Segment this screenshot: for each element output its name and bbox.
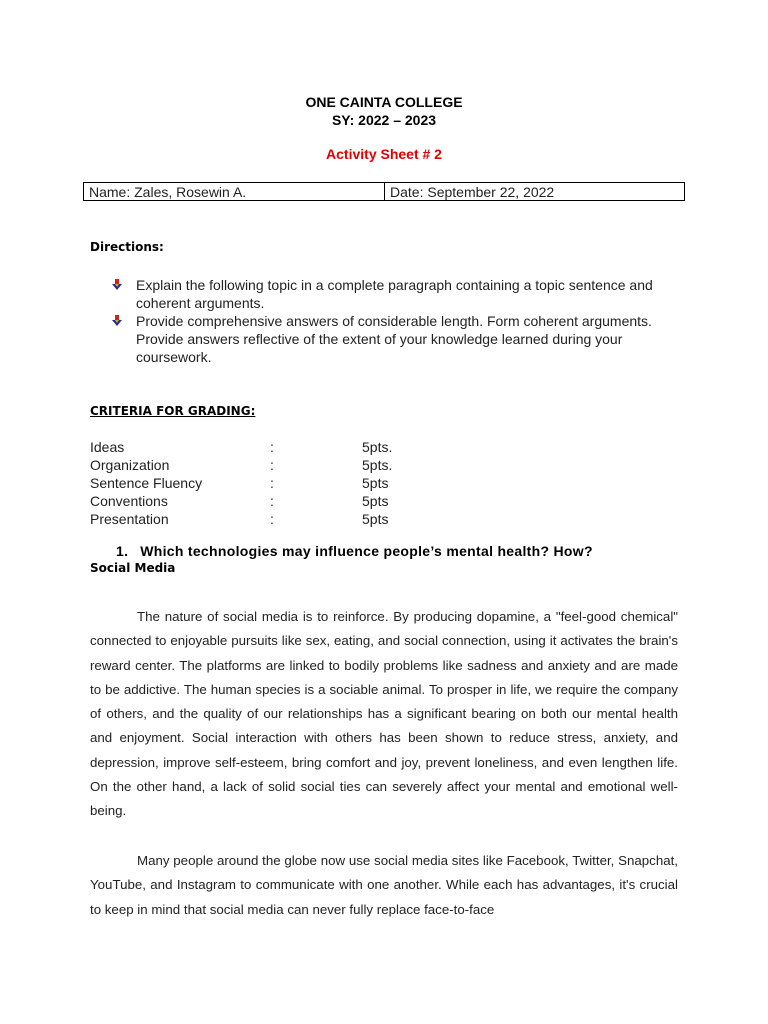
arrow-down-bullet-icon <box>112 276 136 312</box>
arrow-down-bullet-icon <box>112 312 136 366</box>
criteria-row <box>90 438 442 456</box>
criteria-name: Presentation <box>90 511 169 527</box>
school-name: ONE CAINTA COLLEGE <box>305 94 463 110</box>
activity-title: Activity Sheet # 2 <box>326 146 442 162</box>
direction-text: Provide comprehensive answers of considerable length. Form coherent arguments. Provide answers reflective of the extent of your knowledge learned during your coursework. <box>136 313 652 365</box>
student-name: Name: Zales, Rosewin A. <box>84 183 385 200</box>
criteria-colon: : <box>270 457 274 473</box>
criteria-row <box>90 492 442 510</box>
question-heading <box>116 543 593 559</box>
criteria-list <box>90 438 442 528</box>
criteria-points: 5pts <box>362 493 389 509</box>
criteria-points: 5pts <box>362 511 389 527</box>
directions-list <box>112 276 672 366</box>
criteria-colon: : <box>270 475 274 491</box>
body-paragraph: The nature of social media is to reinforce. By producing dopamine, a "feel-good chemical" connected to enjoyable pursuits like sex, eating, and social connection, using it activates the brain's reward center. The platforms are linked to bodily problems like sadness and anxiety and are made to be addictive. The human species is a sociable animal. To prosper in life, we require the company of others, and the quality of our relationships has a significant bearing on both our mental health and enjoyment. Social interaction with others has been shown to reduce stress, anxiety, and depression, improve self-esteem, bring comfort and joy, prevent loneliness, and even lengthen life. On the other hand, a lack of solid social ties can severely affect your mental and emotional well-being. <box>90 609 678 819</box>
criteria-colon: : <box>270 511 274 527</box>
list-item <box>112 276 672 312</box>
direction-text: Explain the following topic in a complete paragraph containing a topic sentence and coherent arguments. <box>136 277 653 311</box>
criteria-colon: : <box>270 493 274 509</box>
question-number: 1. <box>116 543 129 559</box>
criteria-colon: : <box>270 439 274 455</box>
question-text: Which technologies may influence people’s mental health? How? <box>140 543 593 559</box>
criteria-row <box>90 474 442 492</box>
criteria-name: Sentence Fluency <box>90 475 203 491</box>
criteria-row <box>90 510 442 528</box>
directions-heading: Directions: <box>90 240 164 254</box>
school-year: SY: 2022 – 2023 <box>331 112 437 128</box>
section-heading: Social Media <box>90 561 176 575</box>
criteria-name: Ideas <box>90 439 125 455</box>
criteria-row <box>90 456 442 474</box>
criteria-points: 5pts <box>362 475 389 491</box>
criteria-points: 5pts. <box>362 439 393 455</box>
criteria-name: Conventions <box>90 493 168 509</box>
list-item <box>112 312 672 366</box>
criteria-name: Organization <box>90 457 170 473</box>
student-info-table <box>83 182 685 201</box>
submission-date: Date: September 22, 2022 <box>390 184 555 200</box>
criteria-heading: CRITERIA FOR GRADING: <box>90 404 256 418</box>
criteria-points: 5pts. <box>362 457 393 473</box>
body-paragraph: Many people around the globe now use social media sites like Facebook, Twitter, Snapchat, YouTube, and Instagram to communicate with one another. While each has advantages, it's crucial to keep in mind that social media can never fully replace face-to-face <box>90 853 678 917</box>
